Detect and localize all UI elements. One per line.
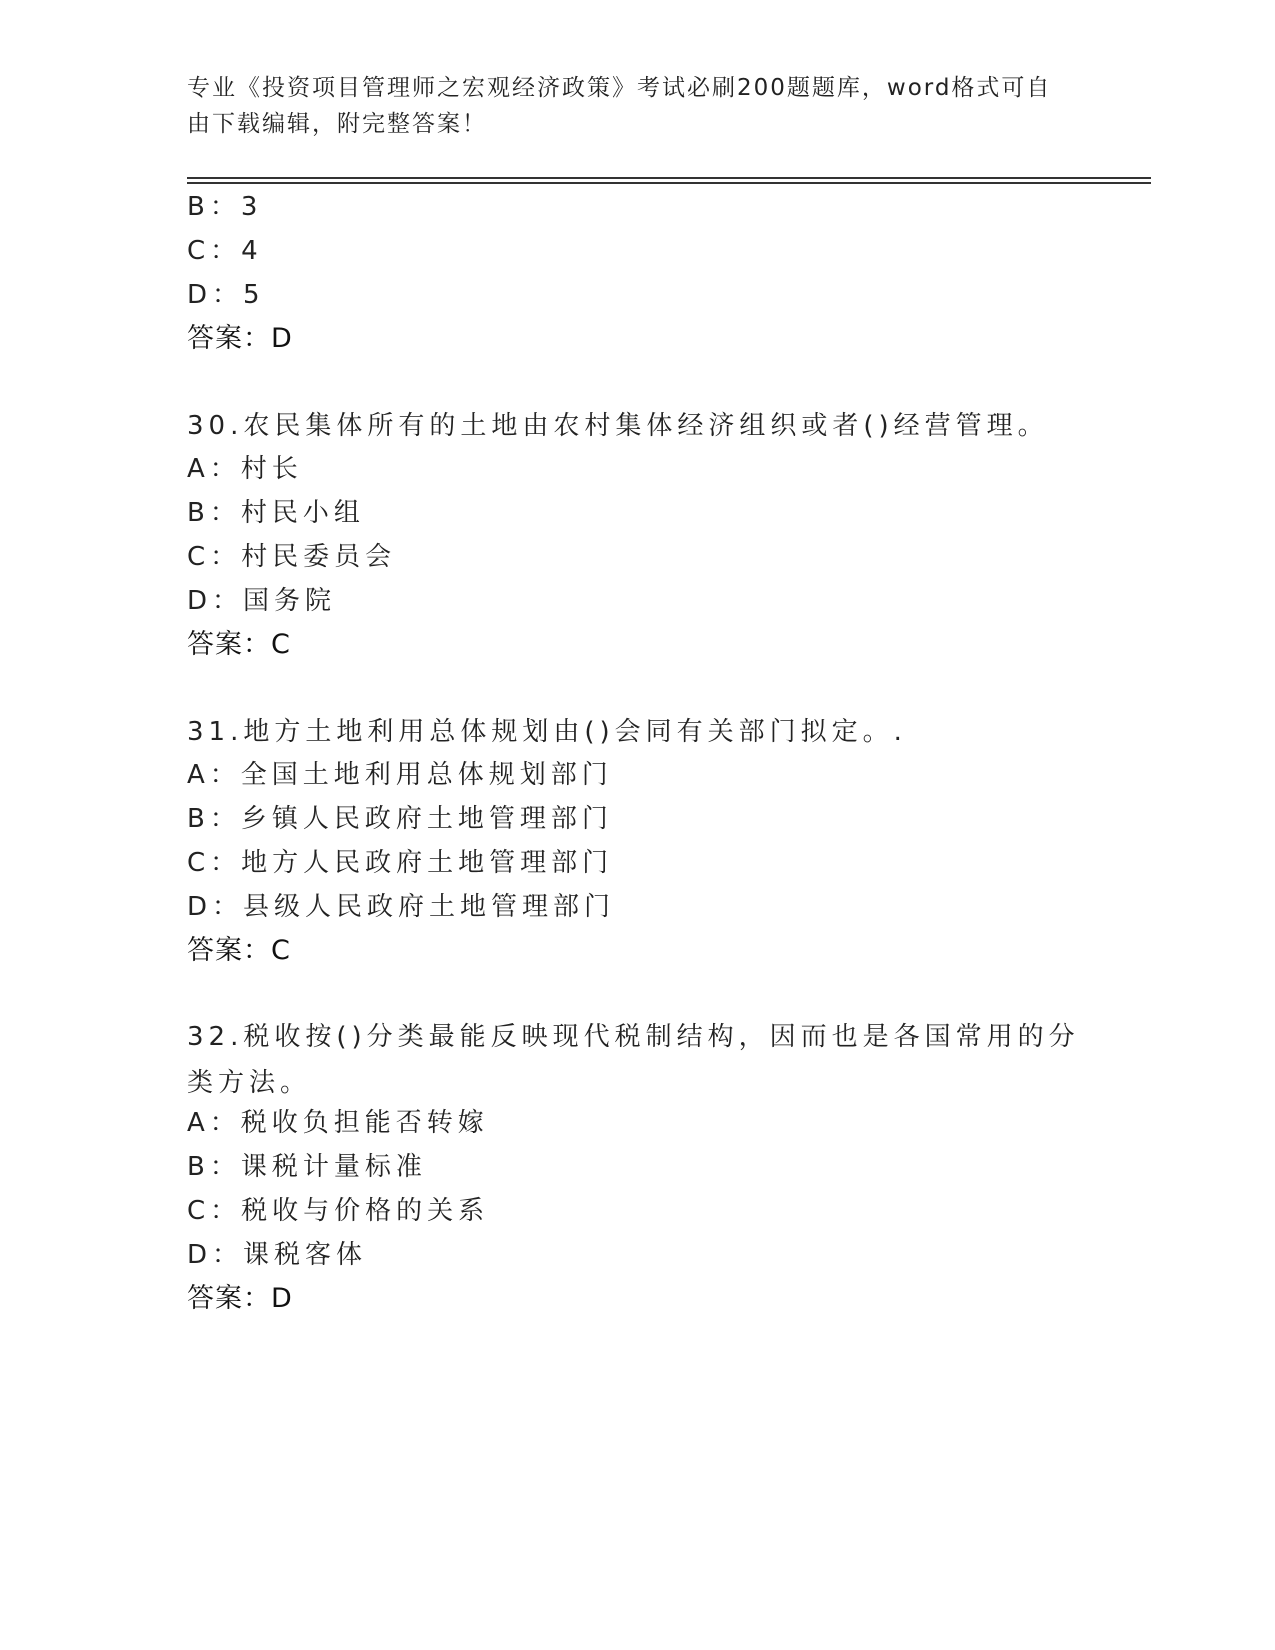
option-d: D：国务院	[187, 586, 337, 616]
option-d: D：5	[187, 280, 265, 310]
question-stem: 30.农民集体所有的土地由农村集体经济组织或者()经营管理。	[187, 411, 1049, 441]
option-c: C：村民委员会	[187, 542, 397, 572]
option-c: C：4	[187, 236, 263, 266]
option-d: D：县级人民政府土地管理部门	[187, 892, 616, 922]
document-header: 专业《投资项目管理师之宏观经济政策》考试必刷200题题库，word格式可自由下载编辑，附完整答案！	[187, 75, 1052, 137]
question-stem: 32.税收按()分类最能反映现代税制结构，因而也是各国常用的分类方法。	[187, 1022, 1080, 1098]
answer-line: 答案：D	[187, 323, 293, 354]
option-d: D：课税客体	[187, 1240, 368, 1270]
option-c: C：税收与价格的关系	[187, 1196, 490, 1226]
option-b: B：3	[187, 192, 263, 222]
header-divider	[187, 177, 1151, 179]
question-stem: 31.地方土地利用总体规划由()会同有关部门拟定。.	[187, 717, 907, 747]
option-a: A：全国土地利用总体规划部门	[187, 760, 613, 790]
answer-line: 答案：C	[187, 935, 291, 966]
option-a: A：税收负担能否转嫁	[187, 1108, 489, 1138]
option-a: A：村长	[187, 454, 303, 484]
answer-line: 答案：C	[187, 629, 291, 660]
option-b: B：村民小组	[187, 498, 365, 528]
header-divider-secondary	[187, 182, 1151, 184]
answer-line: 答案：D	[187, 1283, 293, 1314]
option-b: B：乡镇人民政府土地管理部门	[187, 804, 613, 834]
option-b: B：课税计量标准	[187, 1152, 427, 1182]
option-c: C：地方人民政府土地管理部门	[187, 848, 614, 878]
